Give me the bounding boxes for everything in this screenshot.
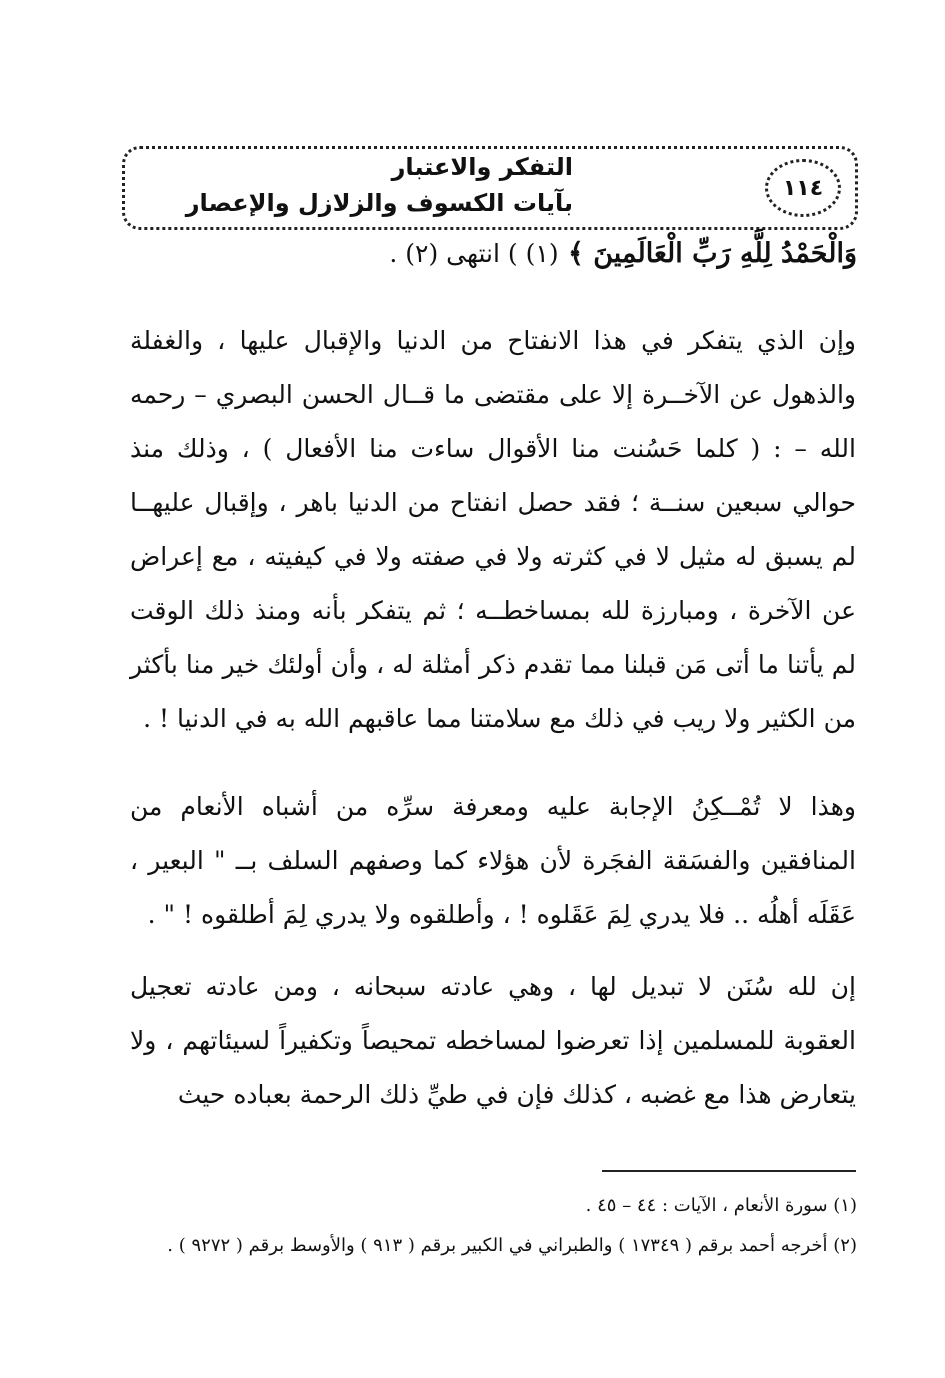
paragraph-text: إن لله سُنَن لا تبديل لها ، وهي عادته سبحانه ، ومن عادته تعجيل العقوبة للمسلمين إذا تعرضوا لمساخطه تمحيصاً وتكفيراً لسيئاتهم ، ولا يتعارض هذا مع غضبه ، كذلك فإن في طيِّ ذلك الرحمة بعباده حيث xyxy=(130,972,856,1109)
footnote-divider xyxy=(602,1170,856,1172)
running-header xyxy=(122,146,858,230)
footnote: (٢) أخرجه أحمد برقم ( ١٧٣٤٩ ) والطبراني في الكبير برقم ( ٩١٣ ) والأوسط برقم ( ٩٢٧٢ ) . xyxy=(167,1235,857,1256)
paragraph xyxy=(130,314,856,746)
verse-tail: (١) ) انتهى (٢) . xyxy=(389,239,559,268)
paragraph xyxy=(130,960,856,1122)
footnotes xyxy=(167,1186,857,1266)
book-title: التفكر والاعتبار xyxy=(391,153,573,181)
paragraph xyxy=(130,780,856,942)
verse-line xyxy=(389,238,857,269)
footnote: (١) سورة الأنعام ، الآيات : ٤٤ – ٤٥ . xyxy=(585,1195,857,1216)
quran-verse: وَالْحَمْدُ لِلَّهِ رَبِّ الْعَالَمِينَ ﴾ xyxy=(567,238,857,269)
book-subtitle: بآيات الكسوف والزلازل والإعصار xyxy=(185,189,573,217)
paragraph-text: وهذا لا تُمْــكِنُ الإجابة عليه ومعرفة سرِّه من أشباه الأنعام من المنافقين والفسَقة الفجَرة لأن هؤلاء كما وصفهم السلف بــ " البعير ، عَقَلَه أهلُه .. فلا يدري لِمَ عَقَلوه ! ، وأطلقوه ولا يدري لِمَ أطلقوه ! " . xyxy=(130,792,856,929)
page-number: ١١٤ xyxy=(765,159,841,217)
paragraph-text: وإن الذي يتفكر في هذا الانفتاح من الدنيا والإقبال عليها ، والغفلة والذهول عن الآخــرة إلا على مقتضى ما قــال الحسن البصري – رحمه الله – : ( كلما حَسُنت منا الأقوال ساءت منا الأفعال ) ، وذلك منذ حوالي سبعين سنــة ؛ فقد حصل انفتاح من الدنيا باهر ، وإقبال عليهــا لم يسبق له مثيل لا في كثرته ولا في صفته ولا في كيفيته ، مع إعراض عن الآخرة ، ومبارزة لله بمساخطــه ؛ ثم يتفكر بأنه ومنذ ذلك الوقت لم يأتنا ما أتى مَن قبلنا مما تقدم ذكر أمثلة له ، وأن أولئك خير منا بأكثر من الكثير ولا ريب في ذلك مع سلامتنا مما عاقبهم الله به في الدنيا ! . xyxy=(130,326,856,733)
